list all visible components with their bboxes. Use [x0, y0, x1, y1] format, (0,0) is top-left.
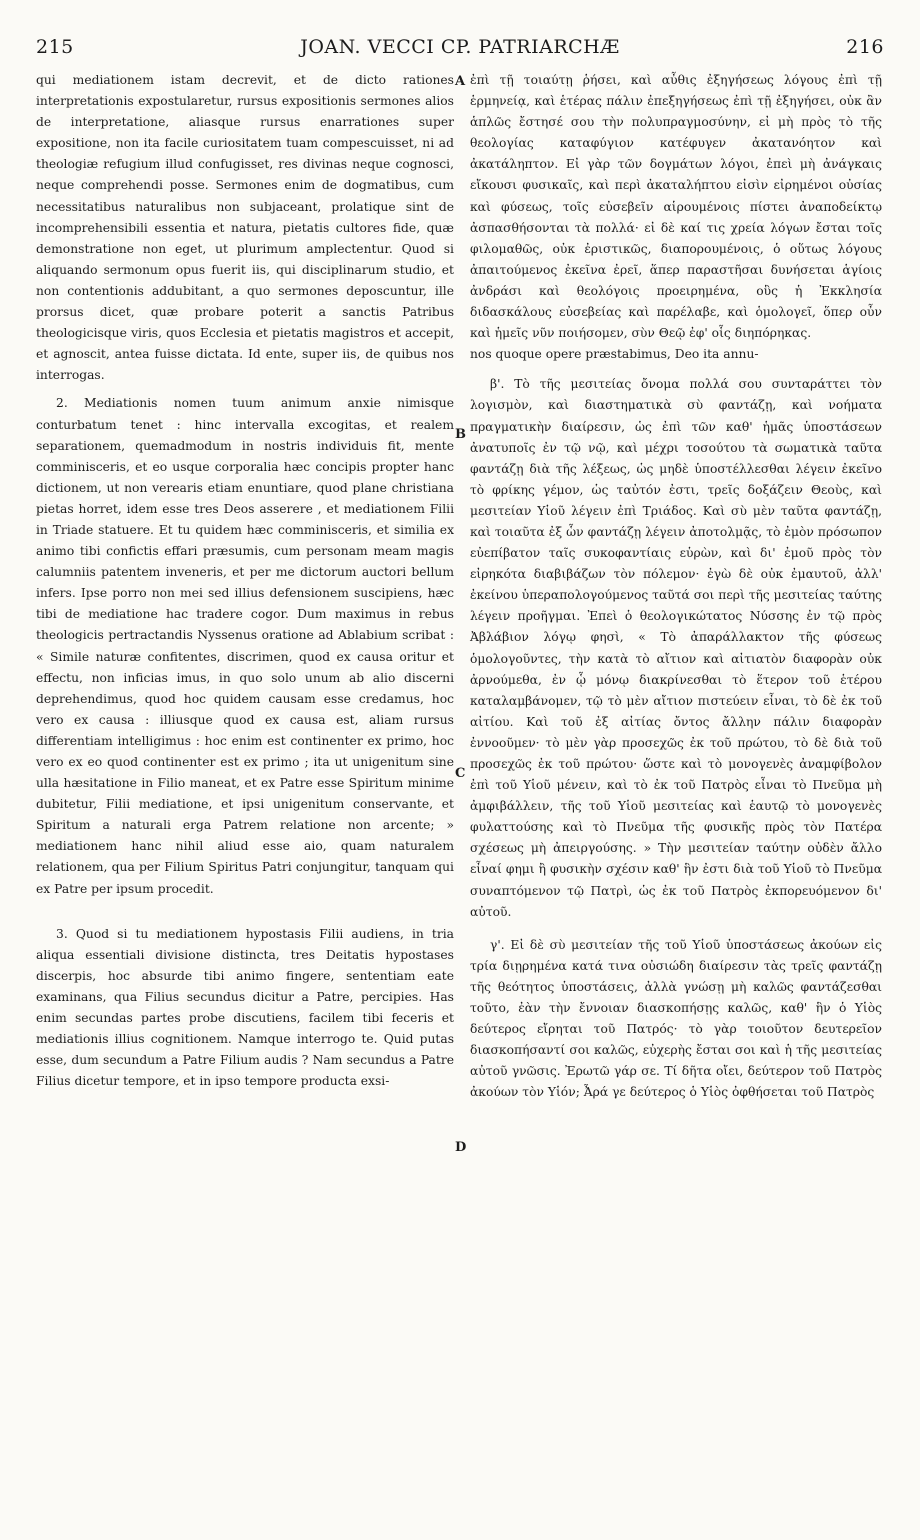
running-title: JOAN. VECCI CP. PATRIARCHÆ: [300, 36, 620, 58]
greek-section-3: γ'. Εἰ δὲ σὺ μεσιτείαν τῆς τοῦ Υἱοῦ ὑποστάσεως ἀκούων εἰς τρία διῃρημένα κατά τινα οὐσιώδη διαίρεσιν τὰς τρεῖς φαντάζῃ τῆς θεότητος ὑποστάσεις, ἀλλὰ γνώσῃ μὴ καλῶς φαντάζεσθαι τοῦτο, ἐὰν τὴν ἔννοιαν διασκοπήσῃς καλῶς, καθ' ἣν ὁ Υἱὸς δεύτερος εἴρηται τοῦ Πατρός· τὸ γὰρ τοιοῦτον δευτερεῖον διασκοπήσαντί σοι καλῶς, εὐχερὴς ἔσται σοι καὶ ἡ τῆς μεσιτείας αὐτοῦ γνῶσις. Ἐρωτῶ γάρ σε. Τί δῆτα οἴει, δεύτερον τοῦ Πατρὸς ἀκούων τὸν Υἱόν; Ἆρά γε δεύτερος ὁ Υἱὸς ὀφθήσεται τοῦ Πατρὸς: [470, 937, 882, 1100]
greek-column: [470, 70, 882, 1104]
margin-marker-d: D: [455, 1140, 467, 1155]
greek-section-2: β'. Τὸ τῆς μεσιτείας ὄνομα πολλά σου συνταράττει τὸν λογισμὸν, καὶ διαστηματικὰ σὺ φαντάζῃ, καὶ νοήματα πραγματικὴν διαίρεσιν, ὡς ἐπὶ τῶν καθ' ἡμᾶς ὑποστάσεων ἀνατυποῖς ἐν τῷ νῷ, καὶ μέχρι τοσούτου τὰ σωματικὰ ταῦτα φαντάζῃ διὰ τῆς λέξεως, ὡς μηδὲ ὑποστέλλεσθαι λέγειν ἐκεῖνο τὸ φρίκης γέμον, ὡς ταὐτόν ἐστι, τρεῖς δοξάζειν Θεοὺς, καὶ μεσιτείαν Υἱοῦ λέγειν ἐπὶ Τριάδος. Καὶ σὺ μὲν ταῦτα φαντάζῃ, καὶ τοιαῦτα ἐξ ὧν φαντάζῃ λέγειν ἀποτολμᾷς, τὸ ἐμὸν πρόσωπον εὐεπίβατον ταῖς συκοφαντίαις εὑρὼν, καὶ δι' ἐμοῦ πρὸς τὸν εἰρηκότα διαβιβάζων τὸν πόλεμον· ἐγὼ δὲ οὐκ ἐμαυτοῦ, ἀλλ' ἐκείνου ὑπεραπολογούμενος ταῦτά σοι περὶ τῆς μεσιτείας ταύτης λέγειν προῆγμαι. Ἐπεὶ ὁ θεολογικώτατος Νύσσης ἐν τῷ πρὸς Ἀβλάβιον λόγῳ φησὶ, « Τὸ ἀπαράλλακτον τῆς φύσεως ὁμολογοῦντες, τὴν κατὰ τὸ αἴτιον καὶ αἰτιατὸν διαφορὰν οὐκ ἀρνούμεθα, ἐν ᾧ μόνῳ διακρίνεσθαι τὸ ἕτερον τοῦ ἑτέρου καταλαμβάνομεν, τῷ τὸ μὲν αἴτιον πιστεύειν εἶναι, τὸ δὲ ἐκ τοῦ αἰτίου. Καὶ τοῦ ἐξ αἰτίας ὄντος ἄλλην πάλιν διαφορὰν ἐννοοῦμεν· τὸ μὲν γὰρ προσεχῶς ἐκ τοῦ πρώτου, τὸ δὲ διὰ τοῦ προσεχῶς ἐκ τοῦ πρώτου· ὥστε καὶ τὸ μονογενὲς ἀναμφίβολον ἐπὶ τοῦ Υἱοῦ μένειν, καὶ τὸ ἐκ τοῦ Πατρὸς εἶναι τὸ Πνεῦμα μὴ ἀμφιβάλλειν, τῆς τοῦ Υἱοῦ μεσιτείας καὶ ἑαυτῷ τὸ μονογενὲς φυλαττούσης καὶ τὸ Πνεῦμα τῆς φυσικῆς πρὸς τὸν Πατέρα σχέσεως μὴ ἀπειργούσης. » Τὴν μεσιτείαν ταύτην οὐδὲν ἄλλο εἶναί φημι ἢ φυσικὴν σχέσιν καθ' ἣν ἐστι διὰ τοῦ Υἱοῦ τὸ Πνεῦμα συναπτόμενον τῷ Πατρὶ, ὡς ἐκ τοῦ Πατρὸς ἐκπορευόμενον δι' αὐτοῦ.: [470, 377, 882, 919]
greek-paragraph-1: ἐπὶ τῇ τοιαύτῃ ῥήσει, καὶ αὖθις ἐξηγήσεως λόγους ἐπὶ τῇ ἑρμηνείᾳ, καὶ ἑτέρας πάλιν ἐπεξηγήσεως ἐπὶ τῇ ἐξηγήσει, οὐκ ἂν ἁπλῶς ἔστησέ σου τὴν πολυπραγμοσύνην, εἰ μὴ πρὸς τὸ τῆς θεολογίας καταφύγιον κατέφυγεν ἀκατανόητον καὶ ἀκατάληπτον. Εἰ γὰρ τῶν δογμάτων λόγοι, ἐπεὶ μὴ ἀνάγκαις εἴκουσι φυσικαῖς, καὶ περὶ ἀκαταλήπτου εἰσὶν εἰρημένοι οὐσίας καὶ φύσεως, τοῖς εὐσεβεῖν αἱρουμένοις πίστει ἀναποδείκτῳ ἀσπασθήσονται τὰ πολλά· εἰ δὲ καί τις χρεία λόγων ἔσται τοῖς φιλομαθῶς, οὐκ ἐριστικῶς, διαπορουμένοις, ὁ οὕτως λόγους ἀπαιτούμενος ἐκεῖνα ἐρεῖ, ἅπερ παραστῆσαι δυνήσεται ἁγίοις ἀνδράσι καὶ θεολόγοις προειρημένα, οὓς ἡ Ἐκκλησία διδασκάλους εὐσεβείας καὶ παρέλαβε, καὶ ὁμολογεῖ, ὅπερ οὖν καὶ ἡμεῖς νῦν ποιήσομεν, σὺν Θεῷ ἐφ' οἷς διηπόρηκας.: [470, 73, 882, 341]
margin-marker-c: C: [455, 766, 466, 781]
page-number-right: 216: [846, 36, 884, 58]
margin-marker-a: A: [455, 74, 466, 89]
latin-section-3: 3. Quod si tu mediationem hypostasis Filii audiens, in tria aliqua essentiali divisione distincta, tres Deitatis hypostases discerpis, hoc absurde tibi animo fingere, sententiam eate examinans, qua Filius secundus dicitur a Patre, percipies. Has enim secundas partes probe discutiens, facilem tibi feceris et mediationis illius cognitionem. Namque interrogo te. Quid putas esse, dum secundum a Patre Filium audis ? Nam secundus a Patre Filius dicetur tempore, et in ipso tempore producta exsi-: [36, 926, 454, 1089]
margin-marker-b: B: [455, 427, 466, 442]
latin-continuation: nos quoque opere præstabimus, Deo ita annu-: [470, 347, 759, 362]
page-number-left: 215: [36, 36, 74, 58]
page-header: [36, 36, 884, 66]
latin-column: [36, 70, 454, 1092]
latin-paragraph-1: qui mediationem istam decrevit, et de dicto rationes interpretationis expostularetur, rursus expositionis sermones alios de interpretatione, aliasque rursus enarrationes super expositione, non ita facile curiositatem tuam compescuisset, ni ad theologiæ refugium illud confugisset, res divinas neque cognosci, neque comprehendi posse. Sermones enim de dogmatibus, cum necessitatibus naturalibus non subjaceant, prolatique sint de incomprehensibili essentia et natura, pietatis cultores fide, quæ demonstratione non eget, ut plurimum amplectentur. Quod si aliquando sermonum opus fuerit iis, qui disciplinarum studio, et non contentionis addubitant, a quo sermones deposcuntur, ille prorsus dicet, quæ probare poterit a sanctis Patribus theologicisque viris, quos Ecclesia et pietatis magistros et accepit, et agnoscit, antea fuisse dictata. Id ente, super iis, de quibus nos interrogas.: [36, 73, 454, 383]
latin-section-2: 2. Mediationis nomen tuum animum anxie nimisque conturbatum tenet : hinc intervalla excogitas, et realem separationem, quemadmodum in nostris individuis fit, mente comminisceris, et eo usque corporalia hæc concipis propter hanc dictionem, ut non verearis etiam enuntiare, quod plane christiana pietas horret, idem esse tres Deos asserere , et mediationem Filii in Triade statuere. Et tu quidem hæc comminisceris, et similia ex animo tibi confictis effari præsumis, cum personam meam magis calumniis patentem inveneris, et per me dictorum auctori bellum infers. Ipse porro non mei sed illius defensionem suscipiens, hæc tibi de mediatione hac tradere cogor. Dum maximus in rebus theologicis pertractandis Nyssenus oratione ad Ablabium scribat : « Simile naturæ confitentes, discrimen, quod ex causa oritur et effectu, non inficias imus, in quo solo unum ab alio discerni deprehendimus, quod hoc quidem causam esse credamus, hoc vero ex causa : illiusque quod ex causa est, aliam rursus differentiam intelligimus : hoc enim est continenter ex primo, hoc vero ex eo quod continenter est ex primo ; ita ut unigenitum sine ulla hæsitatione in Filio maneat, et ex Patre esse Spiritum minime dubitetur, Filii mediatione, et ipsi unigenitum conservante, et Spiritum a naturali erga Patrem relatione non arcente; » mediationem hanc nihil aliud esse aio, quam naturalem relationem, qua per Filium Spiritus Patri conjungitur, tanquam qui ex Patre per ipsum procedit.: [36, 396, 454, 896]
